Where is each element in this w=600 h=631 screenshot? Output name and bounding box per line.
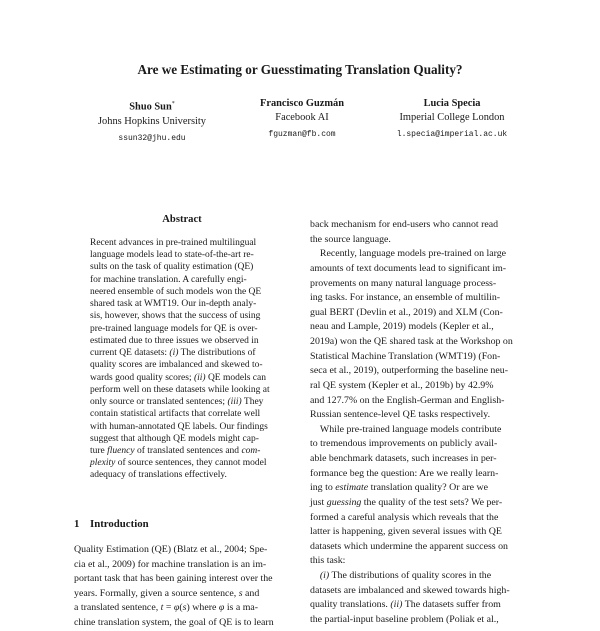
text-line: sis, however, shows that the success of using	[90, 311, 261, 322]
text-line: back mechanism for end-users who cannot read	[310, 219, 499, 230]
author-name: Francisco Guzmán	[260, 98, 344, 109]
author-affiliation: Facebook AI	[275, 112, 329, 124]
paper-title: Are we Estimating or Guesstimating Translation Quality?	[137, 62, 463, 77]
text-line: provements on many natural language process-	[310, 277, 497, 289]
section-number: 1	[74, 518, 80, 530]
text-line: just guessing the quality of the test sets? We per-	[310, 496, 503, 508]
text-line: latter is happening, given several issues with QE	[310, 526, 502, 538]
text-line: adequacy of translations effectively.	[90, 470, 227, 481]
text-line: sults on the task of quality estimation (QE)	[90, 262, 254, 273]
text-line: this task:	[310, 555, 346, 567]
text-line: Recent advances in pre-trained multilingual	[90, 238, 257, 248]
text-line: and 127.7% on the English-German and English-	[310, 394, 505, 406]
text-line: for machine translation. A carefully engi-	[90, 274, 247, 285]
text-line: cia et al., 2009) for machine translation is an im-	[74, 558, 267, 570]
text-line: the source language.	[310, 233, 391, 245]
abstract-heading: Abstract	[162, 214, 202, 225]
author-affiliation: Imperial College London	[399, 112, 505, 124]
author-affiliation: Johns Hopkins University	[98, 115, 206, 127]
text-line: gual BERT (Devlin et al., 2019) and XLM (Con-	[310, 306, 503, 318]
text-line: wards good quality scores; (ii) QE models can	[90, 372, 266, 383]
text-line: Recently, language models pre-trained on large	[310, 248, 507, 260]
text-line: seca et al., 2019), outperforming the baseline neu-	[310, 365, 508, 377]
text-line: plexity of source sentences, they cannot model	[90, 458, 267, 469]
text-line: ing tasks. For instance, an ensemble of multilin-	[310, 292, 501, 304]
text-line: pre-trained language models for QE is over-	[90, 323, 258, 334]
author-email: fguzman@fb.com	[268, 130, 336, 140]
author-email: l.specia@imperial.ac.uk	[396, 130, 508, 140]
section-title: Introduction	[90, 518, 149, 530]
text-line: chine translation system, the goal of QE is to learn	[74, 616, 274, 628]
text-line: years. Formally, given a source sentence, s and	[74, 587, 260, 599]
text-line: ture fluency of translated sentences and com-	[90, 445, 261, 456]
text-line: to tremendous improvements on publicly avail-	[310, 438, 498, 450]
text-line: quality translations. (ii) The datasets suffer from	[310, 599, 501, 611]
text-line: 2019a) won the QE shared task at the Workshop on	[310, 336, 513, 347]
author-mark: *	[171, 101, 175, 107]
text-line: quality scores are imbalanced and skewed to-	[90, 360, 263, 371]
text-line: amounts of text documents lead to significant im-	[310, 262, 507, 274]
text-line: Statistical Machine Translation (WMT19) (Fon-	[310, 350, 501, 362]
text-line: contain statistical artifacts that correlate well	[90, 409, 261, 420]
right-column-body	[310, 218, 532, 628]
text-line: neau and Lample, 2019) models (Kepler et al.,	[310, 321, 494, 333]
text-line: Russian sentence-level QE tasks respectively.	[310, 409, 491, 421]
author-name: Shuo Sun	[129, 101, 172, 113]
text-line: ing to estimate translation quality? Or are we	[310, 482, 488, 494]
text-line: only source or translated sentences; (iii) They	[90, 397, 264, 408]
text-line: current QE datasets: (i) The distributions of	[90, 348, 256, 359]
author-email: ssun32@jhu.edu	[118, 133, 186, 143]
text-line: portant task that has been gaining interest over the	[74, 573, 273, 585]
author	[357, 97, 547, 143]
text-line: the partial-input baseline problem (Poliak et al.,	[310, 613, 499, 625]
text-line: datasets which undermine the apparent success on	[310, 540, 508, 552]
text-line: suggest that although QE models might cap-	[90, 433, 259, 444]
text-line: ral QE system (Kepler et al., 2019b) by 42.9%	[310, 379, 494, 391]
text-line: able benchmark datasets, such increases in per-	[310, 453, 497, 464]
text-line: with human-annotated QE labels. Our findings	[90, 421, 268, 432]
text-line: language models lead to state-of-the-art re-	[90, 250, 254, 261]
text-line: a translated sentence, t = φ(s) where φ is a ma-	[74, 602, 259, 614]
introduction-body	[74, 543, 290, 631]
text-line: datasets are imbalanced and skewed towards high-	[310, 584, 510, 596]
text-line: shared task at WMT19. Our in-depth analy-	[90, 299, 257, 310]
abstract-body	[90, 237, 274, 482]
text-line: neered ensemble of such models won the QE	[90, 286, 262, 297]
text-line: formance beg the question: Are we really learn-	[310, 467, 499, 479]
section-heading	[74, 518, 149, 530]
text-line: perform well on these datasets while looking at	[90, 384, 270, 395]
text-line: While pre-trained language models contribute	[310, 423, 502, 435]
author-name: Lucia Specia	[423, 98, 481, 109]
text-line: Quality Estimation (QE) (Blatz et al., 2004; Spe-	[74, 544, 268, 555]
text-line: (i) The distributions of quality scores in the	[319, 570, 492, 581]
text-line: estimated due to three issues we observed in	[90, 335, 259, 346]
text-line: formed a careful analysis which reveals that the	[310, 511, 499, 523]
